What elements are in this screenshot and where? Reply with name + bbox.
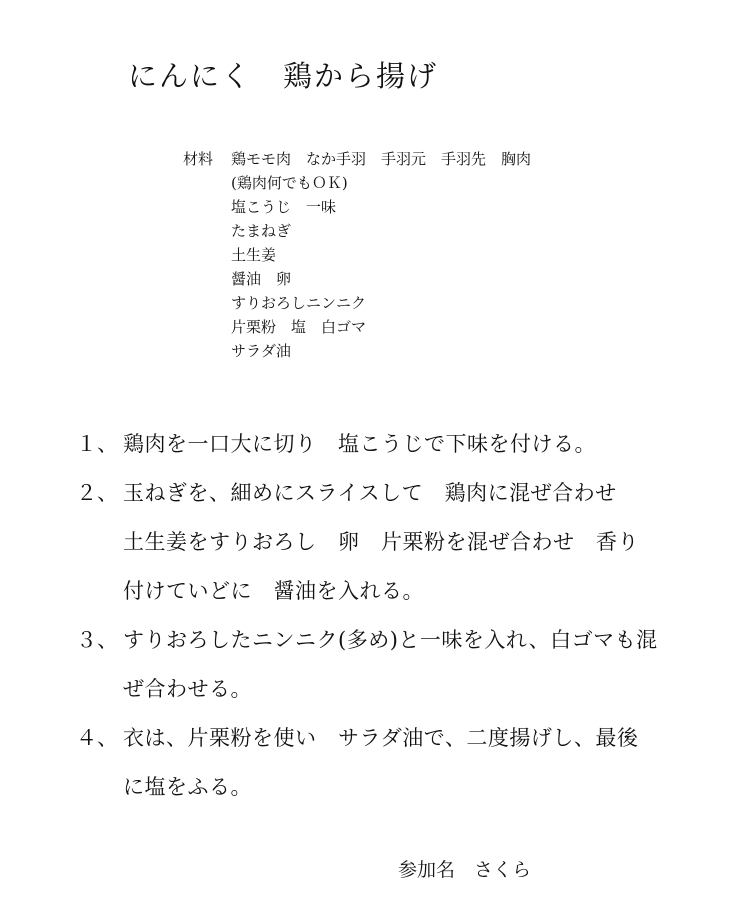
ingredient-row xyxy=(183,267,531,291)
step-2-continued xyxy=(76,518,676,567)
participant-name: 参加名 さくら xyxy=(398,859,532,881)
step-1 xyxy=(76,420,676,469)
ingredient-line: 塩こうじ 一味 xyxy=(231,198,337,216)
step-text: すりおろしたニンニク(多め)と一味を入れ、白ゴマも混 xyxy=(123,628,658,652)
ingredient-line: たまねぎ xyxy=(231,222,292,240)
ingredient-row xyxy=(183,195,531,219)
step-3 xyxy=(76,616,676,665)
step-3-continued xyxy=(76,665,676,714)
step-number: ４、 xyxy=(76,726,118,750)
ingredient-line: サラダ油 xyxy=(231,342,291,360)
ingredient-row xyxy=(183,339,531,363)
ingredient-line: 片栗粉 塩 白ゴマ xyxy=(231,318,367,336)
step-text: 玉ねぎを、細めにスライスして 鶏肉に混ぜ合わせ xyxy=(123,481,617,505)
ingredient-line: 鶏モモ肉 なか手羽 手羽元 手羽先 胸肉 xyxy=(231,150,532,168)
step-text: ぜ合わせる。 xyxy=(123,677,252,701)
step-number: １、 xyxy=(76,432,118,456)
steps-section xyxy=(76,420,676,812)
ingredient-line: (鶏肉何でもＯＫ) xyxy=(231,174,348,192)
ingredient-row xyxy=(183,315,531,339)
step-4 xyxy=(76,714,676,763)
ingredient-row xyxy=(183,243,531,267)
step-4-continued xyxy=(76,763,676,812)
step-text: 鶏肉を一口大に切り 塩こうじで下味を付ける。 xyxy=(123,432,596,456)
ingredients-section xyxy=(183,147,531,363)
ingredient-line: 醤油 卵 xyxy=(231,270,292,288)
step-2 xyxy=(76,469,676,518)
step-2-continued xyxy=(76,567,676,616)
step-number: ２、 xyxy=(76,481,118,505)
step-text: 衣は、片栗粉を使い サラダ油で、二度揚げし、最後 xyxy=(123,726,639,750)
ingredient-row xyxy=(183,291,531,315)
ingredient-row xyxy=(183,147,531,171)
ingredient-row xyxy=(183,219,531,243)
recipe-title: にんにく 鶏から揚げ xyxy=(128,59,439,93)
ingredient-line: 土生姜 xyxy=(231,246,277,264)
step-text: 土生姜をすりおろし 卵 片栗粉を混ぜ合わせ 香り xyxy=(123,530,639,554)
ingredient-line: すりおろしニンニク xyxy=(231,294,367,312)
ingredients-label: 材料 xyxy=(183,150,214,168)
step-number: ３、 xyxy=(76,628,118,652)
step-text: に塩をふる。 xyxy=(123,775,252,799)
ingredient-row xyxy=(183,171,531,195)
step-text: 付けていどに 醤油を入れる。 xyxy=(123,579,424,603)
